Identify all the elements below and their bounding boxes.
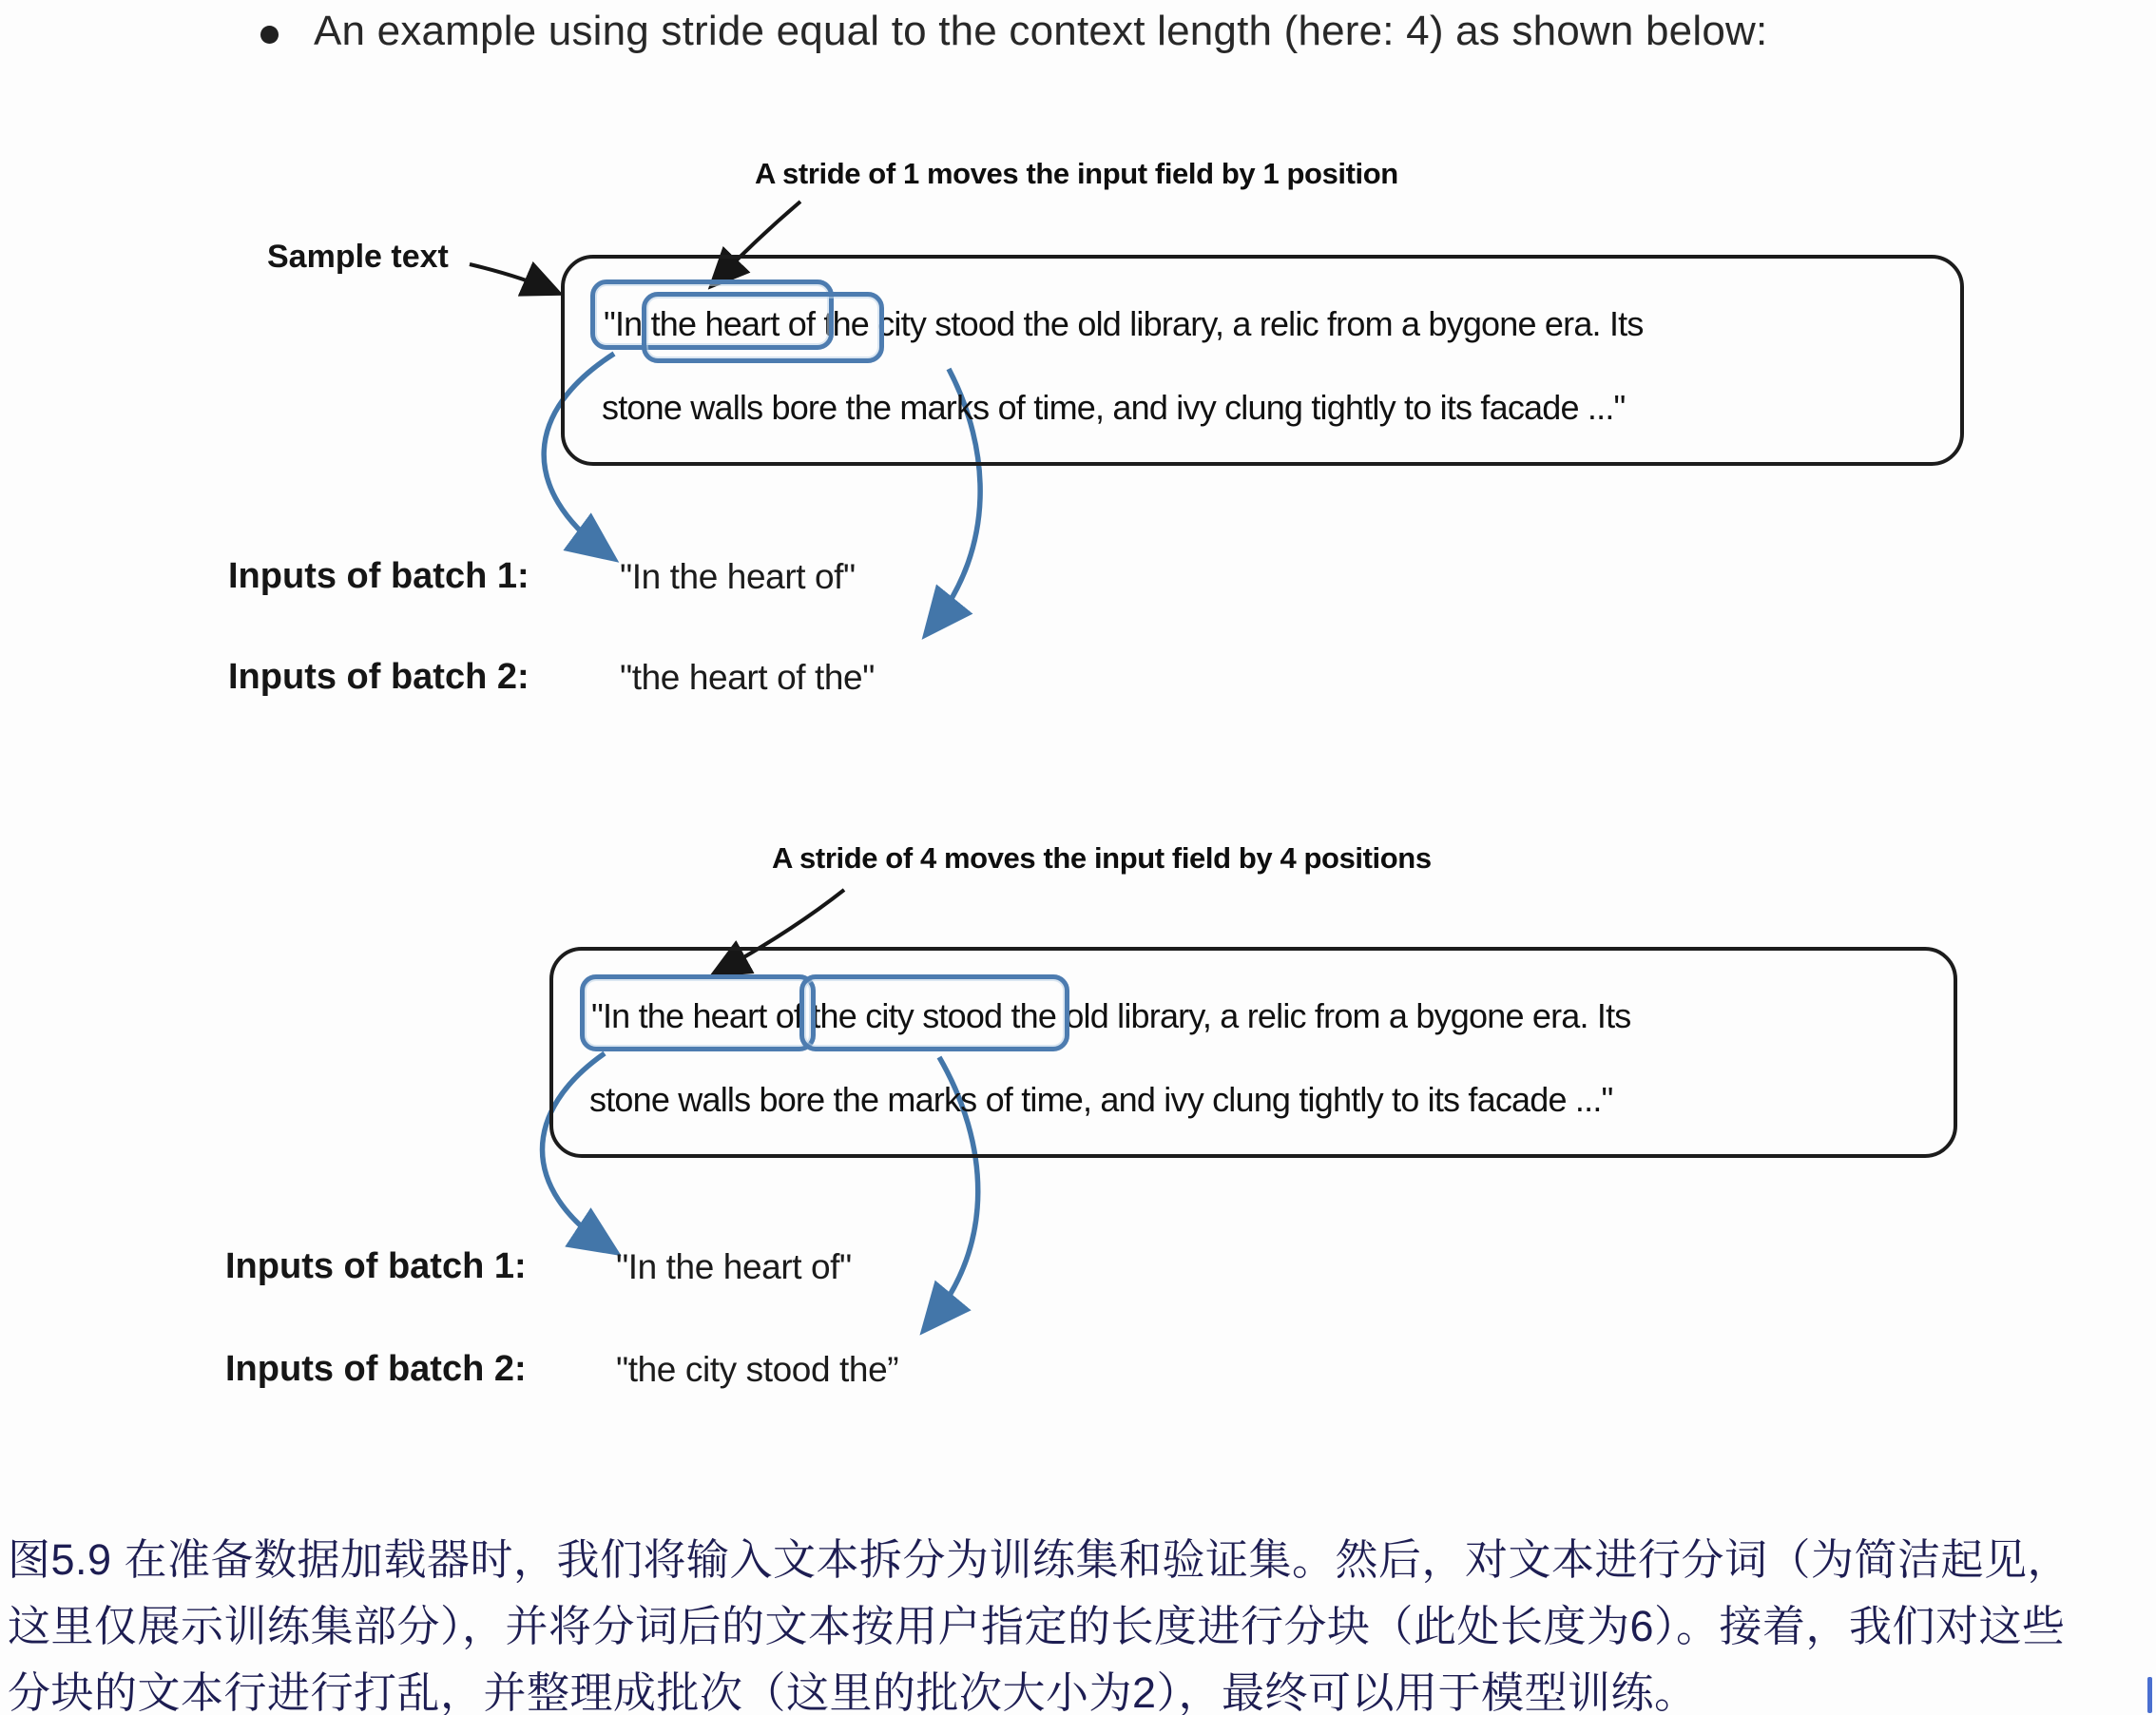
token: old library, a relic from a bygone era. Its — [1065, 996, 1631, 1035]
figure-caption-line3: 分块的文本行进行打乱，并整理成批次（这里的批次大小为2），最终可以用于模型训练。 — [8, 1668, 1698, 1715]
batch2-value: "the heart of the" — [620, 658, 875, 697]
batch2-label: Inputs of batch 2: — [228, 657, 529, 697]
bullet-text: An example using stride equal to the context length (here: 4) as shown below: — [314, 8, 1768, 54]
figure-caption-line2: 这里仅展示训练集部分），并将分词后的文本按用户指定的长度进行分块（此处长度为6）。接着，我们对这些 — [8, 1602, 2066, 1650]
batch1-label: Inputs of batch 1: — [225, 1246, 527, 1286]
text-cursor — [2147, 1677, 2152, 1713]
sample-text-label: Sample text — [267, 239, 449, 275]
sample-text-line1 — [591, 996, 1631, 1036]
batch2-value: "the city stood the” — [616, 1350, 899, 1389]
token: the — [823, 304, 870, 343]
token: the city stood the — [811, 996, 1057, 1035]
sample-text-line1 — [604, 304, 1644, 344]
sample-text-arrow — [470, 264, 553, 291]
sample-text-line2: stone walls bore the marks of time, and ivy clung tightly to its facade ..." — [589, 1080, 1613, 1119]
stride4-header: A stride of 4 moves the input field by 4 positions — [772, 841, 1432, 875]
sample-text-box-stride4 — [549, 947, 1957, 1158]
token: city stood the old library, a relic from a bygone era. Its — [877, 304, 1644, 343]
batch2-label: Inputs of batch 2: — [225, 1349, 527, 1389]
batch1-value: "In the heart of" — [620, 557, 856, 596]
token: "In — [604, 304, 643, 343]
stride1-header: A stride of 1 moves the input field by 1 position — [755, 157, 1398, 190]
batch1-value: "In the heart of" — [616, 1247, 852, 1286]
batch1-label: Inputs of batch 1: — [228, 556, 529, 596]
figure-caption-line1: 图5.9 在准备数据加载器时，我们将输入文本拆分为训练集和验证集。然后，对文本进行分词（为简洁起见， — [8, 1535, 2071, 1584]
bullet-icon — [260, 26, 279, 44]
sample-text-box-stride1 — [561, 255, 1964, 466]
token: the — [650, 304, 697, 343]
sample-text-line2: stone walls bore the marks of time, and ivy clung tightly to its facade ..." — [602, 388, 1626, 427]
token: of — [787, 304, 816, 343]
token: heart — [704, 304, 780, 343]
token: "In the heart of — [591, 996, 803, 1035]
